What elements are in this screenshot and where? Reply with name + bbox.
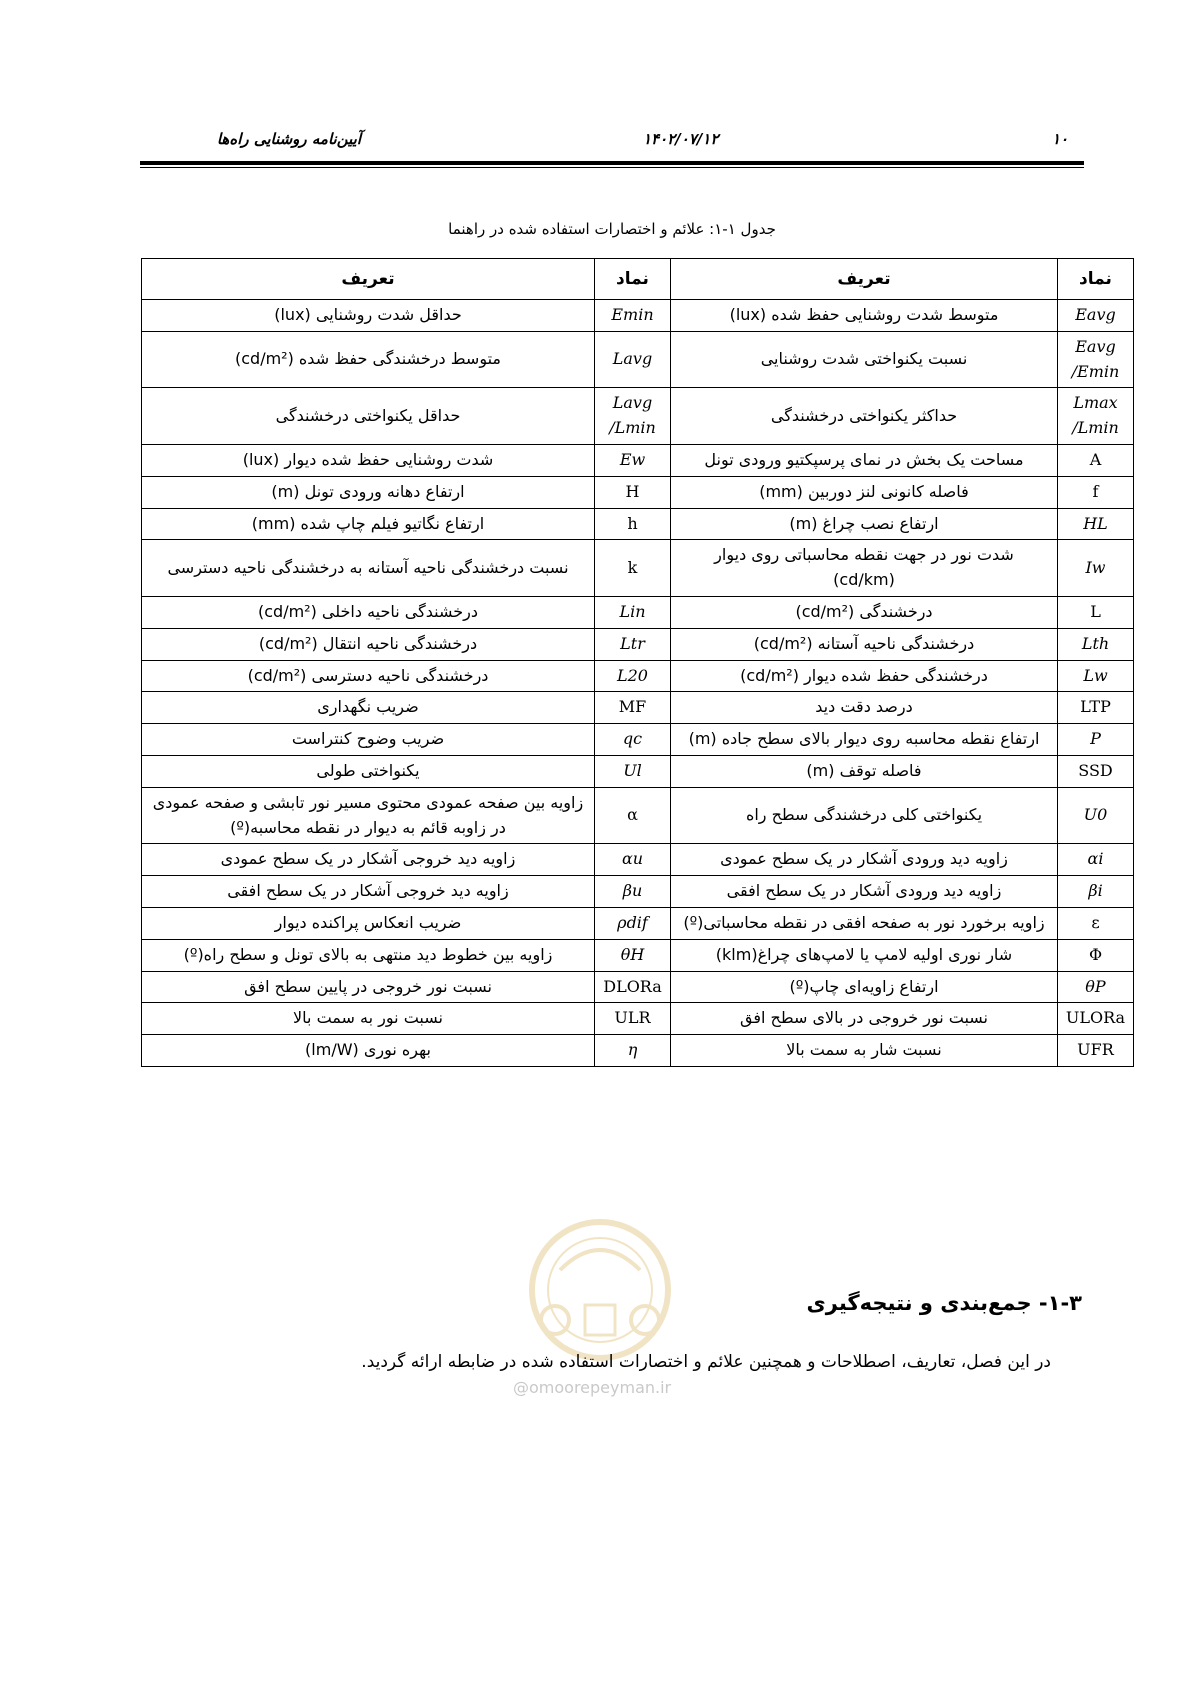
symbol-cell: qc <box>595 724 671 756</box>
definition-cell: نسبت نور خروجی در بالای سطح افق <box>671 1003 1058 1035</box>
symbols-table <box>141 258 1134 1067</box>
definition-cell: متوسط درخشندگی حفظ شده (cd/m²) <box>142 331 595 388</box>
definition-cell: ارتفاع نگاتیو فیلم چاپ شده (mm) <box>142 508 595 540</box>
table-row <box>142 660 1134 692</box>
symbol-cell: Emin <box>595 300 671 332</box>
definition-cell: درخشندگی ناحیه داخلی (cd/m²) <box>142 596 595 628</box>
header-title: آیین‌نامه روشنایی راه‌ها <box>216 130 361 148</box>
watermark-seal <box>500 1210 700 1370</box>
symbol-cell: αu <box>595 844 671 876</box>
symbol-cell: Ul <box>595 755 671 787</box>
symbol-cell: βi <box>1058 876 1134 908</box>
definition-cell: شدت روشنایی حفظ شده دیوار (lux) <box>142 444 595 476</box>
table-row <box>142 755 1134 787</box>
definition-cell: ارتفاع دهانه ورودی تونل (m) <box>142 476 595 508</box>
symbol-cell: Lw <box>1058 660 1134 692</box>
column-header-symbol: نماد <box>595 259 671 300</box>
symbol-cell: MF <box>595 692 671 724</box>
definition-cell: فاصله توقف (m) <box>671 755 1058 787</box>
section-body: در این فصل، تعاریف، اصطلاحات و همچنین علائم و اختصارات استفاده شده در ضابطه ارائه گردید. <box>361 1352 1051 1372</box>
column-header-definition: تعریف <box>671 259 1058 300</box>
table-row <box>142 844 1134 876</box>
definition-cell: ارتفاع نقطه محاسبه روی دیوار بالای سطح جاده (m) <box>671 724 1058 756</box>
definition-cell: حداکثر یکنواختی درخشندگی <box>671 388 1058 445</box>
definition-cell: درخشندگی ناحیه انتقال (cd/m²) <box>142 628 595 660</box>
table-row <box>142 876 1134 908</box>
symbol-cell: HL <box>1058 508 1134 540</box>
symbol-cell: ULORa <box>1058 1003 1134 1035</box>
definition-cell: درخشندگی حفظ شده دیوار (cd/m²) <box>671 660 1058 692</box>
table-caption: جدول ۱-۱: علائم و اختصارات استفاده شده در راهنما <box>448 220 776 238</box>
symbol-cell: Lmax /Lmin <box>1058 388 1134 445</box>
symbol-cell: f <box>1058 476 1134 508</box>
table-row <box>142 300 1134 332</box>
definition-cell: بهره نوری (lm/W) <box>142 1035 595 1067</box>
table-row <box>142 939 1134 971</box>
definition-cell: یکنواختی کلی درخشندگی سطح راه <box>671 787 1058 844</box>
table-row <box>142 628 1134 660</box>
symbol-cell: Eavg <box>1058 300 1134 332</box>
watermark-text: @omoorepeyman.ir <box>513 1378 672 1397</box>
table-header-row <box>142 259 1134 300</box>
definition-cell: نسبت شار به سمت بالا <box>671 1035 1058 1067</box>
symbol-cell: DLORa <box>595 971 671 1003</box>
table-row <box>142 787 1134 844</box>
definition-cell: حداقل شدت روشنایی (lux) <box>142 300 595 332</box>
table-row <box>142 692 1134 724</box>
column-header-symbol: نماد <box>1058 259 1134 300</box>
definition-cell: نسبت نور به سمت بالا <box>142 1003 595 1035</box>
symbol-cell: UFR <box>1058 1035 1134 1067</box>
definition-cell: درخشندگی (cd/m²) <box>671 596 1058 628</box>
definition-cell: نسبت درخشندگی ناحیه آستانه به درخشندگی ناحیه دسترسی <box>142 540 595 597</box>
page-number: ۱۰ <box>1052 130 1069 148</box>
table-row <box>142 971 1134 1003</box>
column-header-definition: تعریف <box>142 259 595 300</box>
symbol-cell: Lavg /Lmin <box>595 388 671 445</box>
symbol-cell: αi <box>1058 844 1134 876</box>
definition-cell: شدت نور در جهت نقطه محاسباتی روی دیوار (cd/km) <box>671 540 1058 597</box>
definition-cell: زاویه بین صفحه عمودی محتوی مسیر نور تابشی و صفحه عمودی در زاوبه قائم به دیوار در نقطه محاسبه(º) <box>142 787 595 844</box>
table-row <box>142 388 1134 445</box>
symbol-cell: L <box>1058 596 1134 628</box>
symbol-cell: A <box>1058 444 1134 476</box>
definition-cell: شار نوری اولیه لامپ یا لامپ‌های چراغ(klm) <box>671 939 1058 971</box>
symbol-cell: L20 <box>595 660 671 692</box>
symbol-cell: SSD <box>1058 755 1134 787</box>
symbol-cell: Lavg <box>595 331 671 388</box>
symbol-cell: θH <box>595 939 671 971</box>
symbol-cell: LTP <box>1058 692 1134 724</box>
table-row <box>142 508 1134 540</box>
definition-cell: درصد دقت دید <box>671 692 1058 724</box>
table-row <box>142 596 1134 628</box>
definition-cell: زاویه دید خروجی آشکار در یک سطح عمودی <box>142 844 595 876</box>
symbol-cell: βu <box>595 876 671 908</box>
definition-cell: ضریب نگهداری <box>142 692 595 724</box>
section-heading: ۱-۳- جمع‌بندی و نتیجه‌گیری <box>806 1291 1082 1315</box>
symbol-cell: θP <box>1058 971 1134 1003</box>
symbol-cell: η <box>595 1035 671 1067</box>
definition-cell: ضریب انعکاس پراکنده دیوار <box>142 907 595 939</box>
definition-cell: ارتفاع زاویه‌ای چاپ(º) <box>671 971 1058 1003</box>
symbol-cell: ε <box>1058 907 1134 939</box>
definition-cell: زاویه دید ورودی آشکار در یک سطح عمودی <box>671 844 1058 876</box>
symbol-cell: Eavg /Emin <box>1058 331 1134 388</box>
table-row <box>142 1035 1134 1067</box>
header-rule-thin <box>140 167 1084 168</box>
definition-cell: نسبت یکنواختی شدت روشنایی <box>671 331 1058 388</box>
header-rule <box>140 161 1084 165</box>
definition-cell: ارتفاع نصب چراغ (m) <box>671 508 1058 540</box>
table-row <box>142 444 1134 476</box>
symbol-cell: Ltr <box>595 628 671 660</box>
table-row <box>142 540 1134 597</box>
symbol-cell: h <box>595 508 671 540</box>
definition-cell: درخشندگی ناحیه دسترسی (cd/m²) <box>142 660 595 692</box>
definition-cell: درخشندگی ناحیه آستانه (cd/m²) <box>671 628 1058 660</box>
definition-cell: ضریب وضوح کنتراست <box>142 724 595 756</box>
definition-cell: حداقل یکنواختی درخشندگی <box>142 388 595 445</box>
definition-cell: مساحت یک بخش در نمای پرسپکتیو ورودی تونل <box>671 444 1058 476</box>
definition-cell: نسبت نور خروجی در پایین سطح افق <box>142 971 595 1003</box>
definition-cell: زاویه دید ورودی آشکار در یک سطح افقی <box>671 876 1058 908</box>
definition-cell: زاویه برخورد نور به صفحه افقی در نقطه محاسباتی(º) <box>671 907 1058 939</box>
symbol-cell: ULR <box>595 1003 671 1035</box>
definition-cell: متوسط شدت روشنایی حفظ شده (lux) <box>671 300 1058 332</box>
table-row <box>142 476 1134 508</box>
symbol-cell: Ew <box>595 444 671 476</box>
table-row <box>142 331 1134 388</box>
symbol-cell: P <box>1058 724 1134 756</box>
definition-cell: زاویه دید خروجی آشکار در یک سطح افقی <box>142 876 595 908</box>
definition-cell: یکنواختی طولی <box>142 755 595 787</box>
definition-cell: زاویه بین خطوط دید منتهی به بالای تونل و سطح راه(º) <box>142 939 595 971</box>
symbol-cell: Lin <box>595 596 671 628</box>
symbol-cell: H <box>595 476 671 508</box>
header-date: ۱۴۰۲/۰۷/۱۲ <box>643 130 719 148</box>
definition-cell: فاصله کانونی لنز دوربین (mm) <box>671 476 1058 508</box>
symbol-cell: U0 <box>1058 787 1134 844</box>
table-row <box>142 1003 1134 1035</box>
symbol-cell: Iw <box>1058 540 1134 597</box>
table-row <box>142 724 1134 756</box>
symbol-cell: ρdif <box>595 907 671 939</box>
table-row <box>142 907 1134 939</box>
symbol-cell: α <box>595 787 671 844</box>
symbol-cell: Lth <box>1058 628 1134 660</box>
symbol-cell: k <box>595 540 671 597</box>
symbol-cell: Φ <box>1058 939 1134 971</box>
